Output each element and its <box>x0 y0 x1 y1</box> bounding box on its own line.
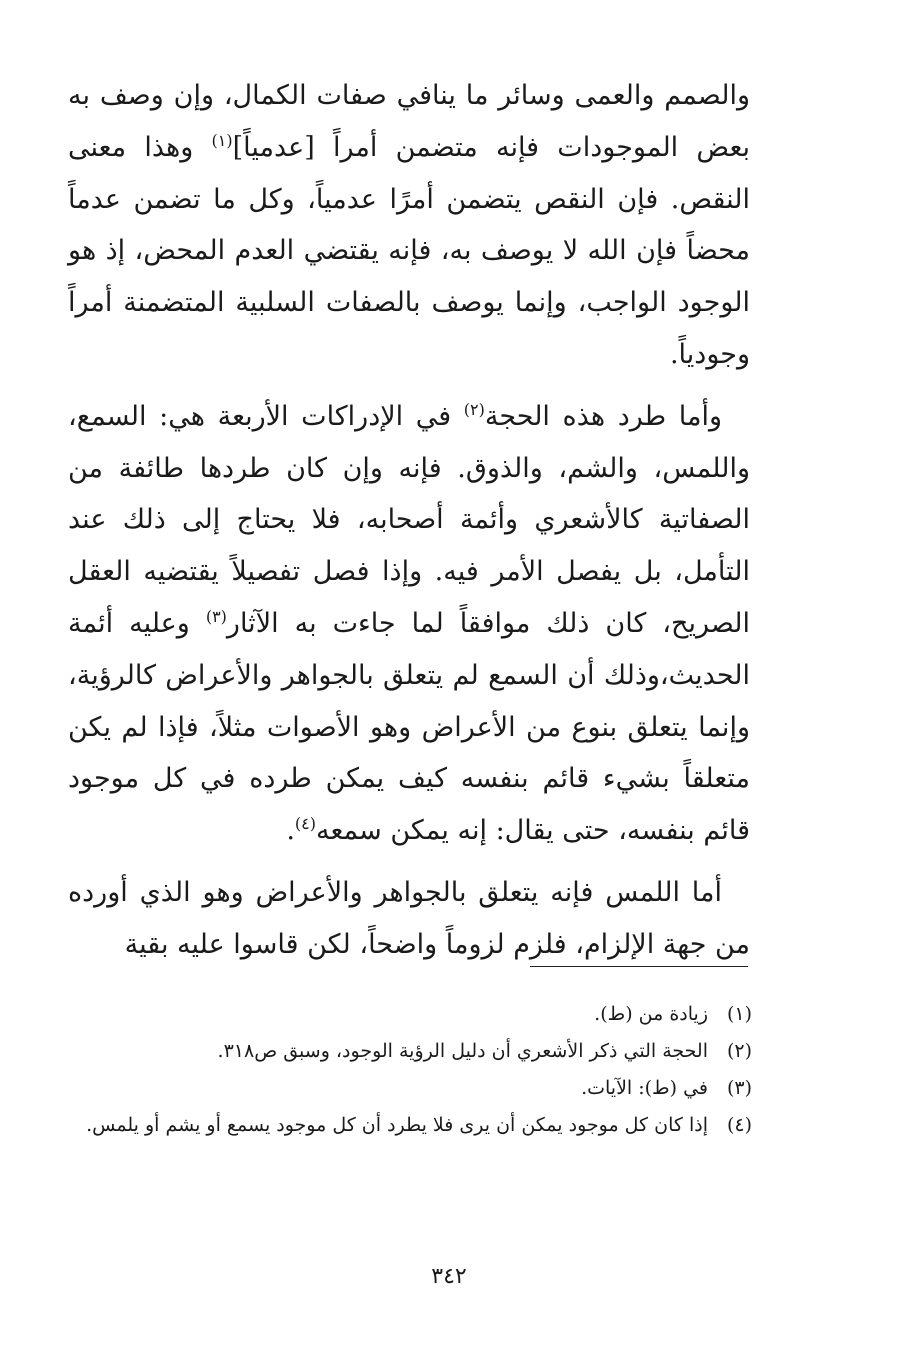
paragraph-text: أما اللمس فإنه يتعلق بالجواهر والأعراض وهو الذي أورده من جهة الإلزام، فلزم لزوماً واضحاً، لكن قاسوا عليه بقية <box>68 876 750 960</box>
footnote-text: في (ط): الآيات. <box>581 1077 708 1099</box>
footnote-3 <box>72 1074 752 1103</box>
paragraph-1 <box>68 70 750 381</box>
footnote-number: (٣) <box>726 1077 752 1099</box>
paragraph-text: . <box>286 815 295 847</box>
paragraph-text: وعليه أئمة الحديث،وذلك أن السمع لم يتعلق بالجواهر والأعراض كالرؤية، وإنما يتعلق بنوع من الأعراض وهو الأصوات مثلاً، فإذا لم يكن متعلقاً بشيء قائم بنفسه كيف يمكن طرده في كل موجود قائم بنفسه، حتى يقال: إنه يمكن سمعه <box>68 607 750 847</box>
footnotes <box>72 1000 752 1148</box>
footnote-reference-1[interactable]: (١) <box>211 130 233 150</box>
paragraph-text: وأما طرد هذه الحجة <box>484 400 722 432</box>
paragraph-text: في الإدراكات الأربعة هي: السمع، واللمس، والشم، والذوق. فإنه وإن كان طردها طائفة من الصفاتية كالأشعري وأئمة أصحابه، فلا يحتاج إلى ذلك عند التأمل، بل يفصل الأمر فيه. وإذا فصل تفصيلاً يقتضيه العقل الصريح، كان ذلك موافقاً لما جاءت به الآثار <box>68 400 751 639</box>
footnote-2 <box>72 1037 752 1066</box>
footnote-separator <box>530 966 748 967</box>
footnote-text: زيادة من (ط). <box>594 1003 708 1025</box>
footnote-4 <box>72 1111 752 1140</box>
footnote-number: (٤) <box>726 1114 752 1136</box>
main-text <box>68 70 750 971</box>
paragraph-3 <box>68 867 750 971</box>
paragraph-text: والصمم والعمى وسائر ما ينافي صفات الكمال، وإن وصف به بعض الموجودات فإنه متضمن أمراً [عدمياً] <box>68 80 750 163</box>
footnote-reference-2[interactable]: (٢) <box>463 399 485 419</box>
footnote-number: (٢) <box>726 1040 752 1062</box>
footnote-1 <box>72 1000 752 1029</box>
footnote-text: الحجة التي ذكر الأشعري أن دليل الرؤية الوجود، وسبق ص٣١٨. <box>217 1040 708 1062</box>
paragraph-text: وهذا معنى النقص. فإن النقص يتضمن أمرًا عدمياً، وكل ما تضمن عدماً محضاً فإن الله لا يوصف به، فإنه يقتضي العدم المحض، إذ هو الوجود الواجب، وإنما يوصف بالصفات السلبية المتضمنة أمراً وجودياً. <box>68 131 750 370</box>
footnote-reference-3[interactable]: (٣) <box>205 606 227 626</box>
footnote-number: (١) <box>726 1003 752 1025</box>
footnote-text: إذا كان كل موجود يمكن أن يرى فلا يطرد أن كل موجود يسمع أو يشم أو يلمس. <box>86 1114 708 1136</box>
paragraph-2 <box>68 391 750 857</box>
footnote-reference-4[interactable]: (٤) <box>294 814 317 834</box>
page-number: ٣٤٢ <box>431 1264 467 1289</box>
